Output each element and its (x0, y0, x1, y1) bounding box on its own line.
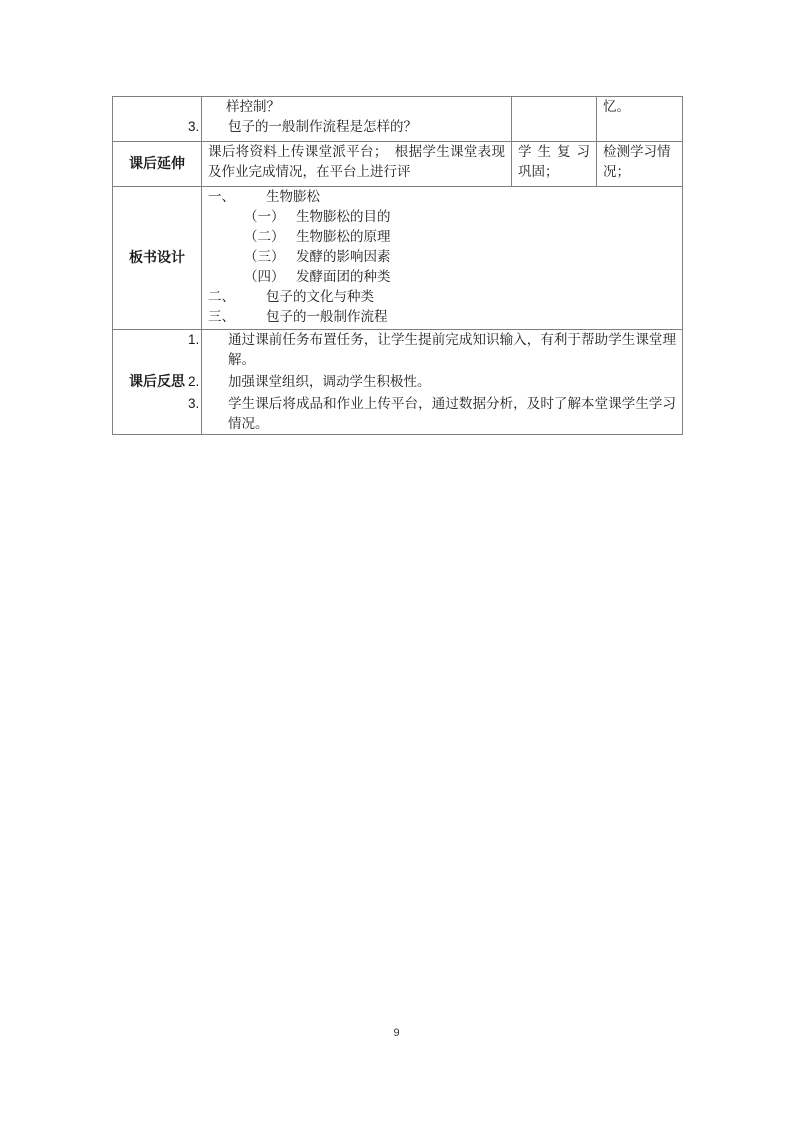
outline-marker: （二） (244, 229, 285, 245)
reflection-label: 课后反思 (113, 330, 202, 435)
reflection-content (188, 330, 683, 435)
extension-design-intent: 检测学习情况； (597, 142, 683, 187)
reflection-item-number: 2. (188, 374, 200, 389)
board-outline-subitem (208, 267, 676, 287)
outline-marker: 三、 (208, 309, 235, 325)
reflection-item-text: 通过课前任务布置任务，让学生提前完成知识输入，有利于帮助学生课堂理解。 (228, 332, 676, 368)
continued-intent-cell: 忆。 (597, 97, 683, 142)
outline-text: 生物膨松 (266, 189, 320, 205)
outline-text: 包子的文化与种类 (266, 289, 374, 305)
reflection-item-text: 加强课堂组织，调动学生积极性。 (228, 374, 431, 390)
reflection-item-text: 学生课后将成品和作业上传平台，通过数据分析，及时了解本堂课学生学习情况。 (228, 396, 676, 432)
reflection-item (188, 330, 676, 370)
reflection-item-number: 3. (188, 396, 200, 411)
outline-text: 发酵面团的种类 (296, 269, 391, 285)
extension-student-activity: 学 生 复 习 巩固； (512, 142, 597, 187)
board-outline-item (208, 287, 676, 307)
outline-text: 生物膨松的原理 (296, 229, 391, 245)
reflection-list (188, 330, 676, 434)
continued-list-item: 3. 包子的一般制作流程是怎样的？ (188, 119, 417, 135)
board-outline-subitem (208, 247, 676, 267)
board-outline-subitem (208, 227, 676, 247)
table-row-reflection (113, 330, 683, 435)
outline-text: 生物膨松的目的 (296, 209, 391, 225)
board-outline-item (208, 307, 676, 327)
outline-marker: 二、 (208, 289, 235, 305)
outline-marker: （三） (244, 249, 285, 265)
page-number: 9 (393, 1027, 400, 1039)
reflection-item (188, 394, 676, 434)
continued-content-cell (188, 97, 512, 142)
board-design-content (202, 187, 683, 330)
board-outline (208, 187, 676, 327)
board-outline-item (208, 187, 676, 207)
board-outline-subitem (208, 207, 676, 227)
lesson-plan-table (112, 96, 683, 435)
reflection-item-number: 1. (188, 332, 200, 347)
board-design-label: 板书设计 (113, 187, 202, 330)
continued-content-line: 样控制？ (226, 99, 280, 115)
outline-marker: 一、 (208, 189, 235, 205)
extension-content: 课后将资料上传课堂派平台； 根据学生课堂表现及作业完成情况，在平台上进行评 (202, 142, 512, 187)
table-row-extension (113, 142, 683, 187)
table-row-board-design (113, 187, 683, 330)
outline-text: 发酵的影响因素 (296, 249, 391, 265)
reflection-item (188, 372, 676, 392)
continued-student-cell (512, 97, 597, 142)
outline-text: 包子的一般制作流程 (266, 309, 388, 325)
table-row-continued (113, 97, 683, 142)
extension-label: 课后延伸 (113, 142, 202, 187)
outline-marker: （四） (244, 269, 285, 285)
outline-marker: （一） (244, 209, 285, 225)
